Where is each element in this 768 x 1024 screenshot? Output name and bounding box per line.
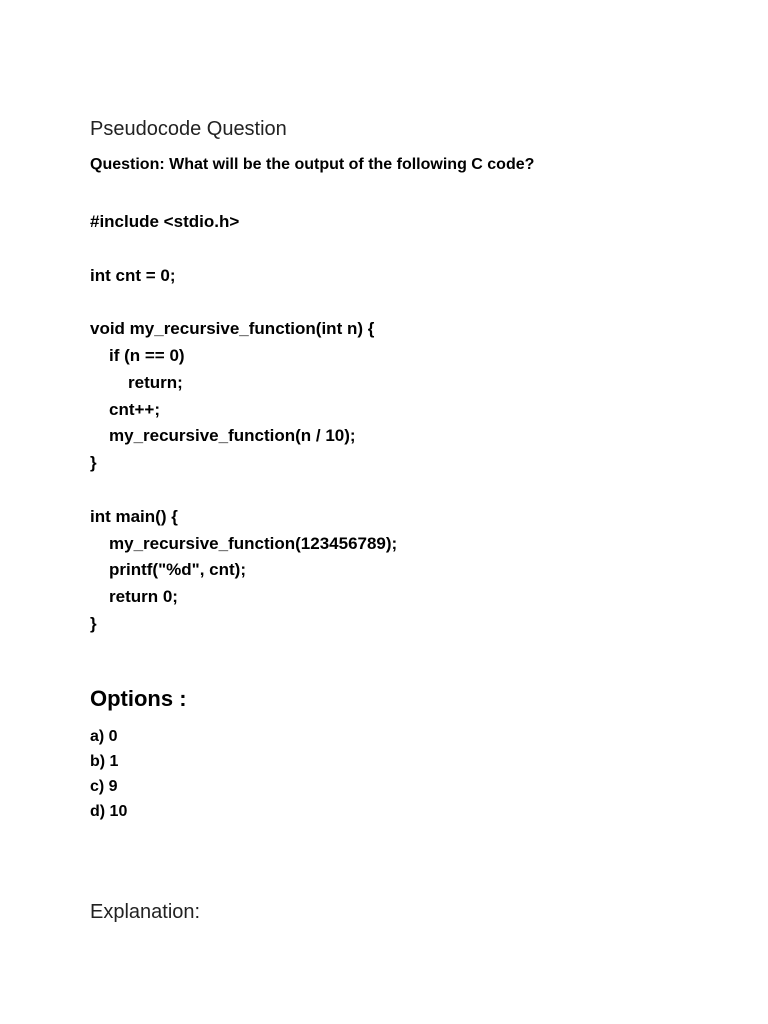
code-line-blank xyxy=(90,236,397,263)
code-line-blank xyxy=(90,289,397,316)
code-line: if (n == 0) xyxy=(109,345,185,365)
option-b: b) 1 xyxy=(90,753,119,770)
code-line: printf("%d", cnt); xyxy=(109,560,246,580)
code-line: int cnt = 0; xyxy=(90,265,176,285)
code-line: } xyxy=(90,453,97,473)
code-line: void my_recursive_function(int n) { xyxy=(90,319,375,339)
options-heading: Options : xyxy=(90,686,187,711)
code-line: my_recursive_function(123456789); xyxy=(109,533,398,553)
options-list xyxy=(90,726,127,826)
explanation-heading: Explanation: xyxy=(90,901,201,923)
code-line: cnt++; xyxy=(109,399,161,419)
code-line: } xyxy=(90,613,97,633)
option-a: a) 0 xyxy=(90,728,118,745)
code-line: return; xyxy=(128,372,183,392)
code-line: int main() { xyxy=(90,506,178,526)
code-line: return 0; xyxy=(109,587,178,607)
code-block xyxy=(90,209,397,638)
option-c: c) 9 xyxy=(90,778,118,795)
code-line-blank xyxy=(90,477,397,504)
page-title: Pseudocode Question xyxy=(90,118,287,140)
option-d: d) 10 xyxy=(90,803,128,820)
question-text: Question: What will be the output of the following C code? xyxy=(90,156,535,173)
code-line: my_recursive_function(n / 10); xyxy=(109,426,356,446)
code-line: #include <stdio.h> xyxy=(90,212,240,231)
